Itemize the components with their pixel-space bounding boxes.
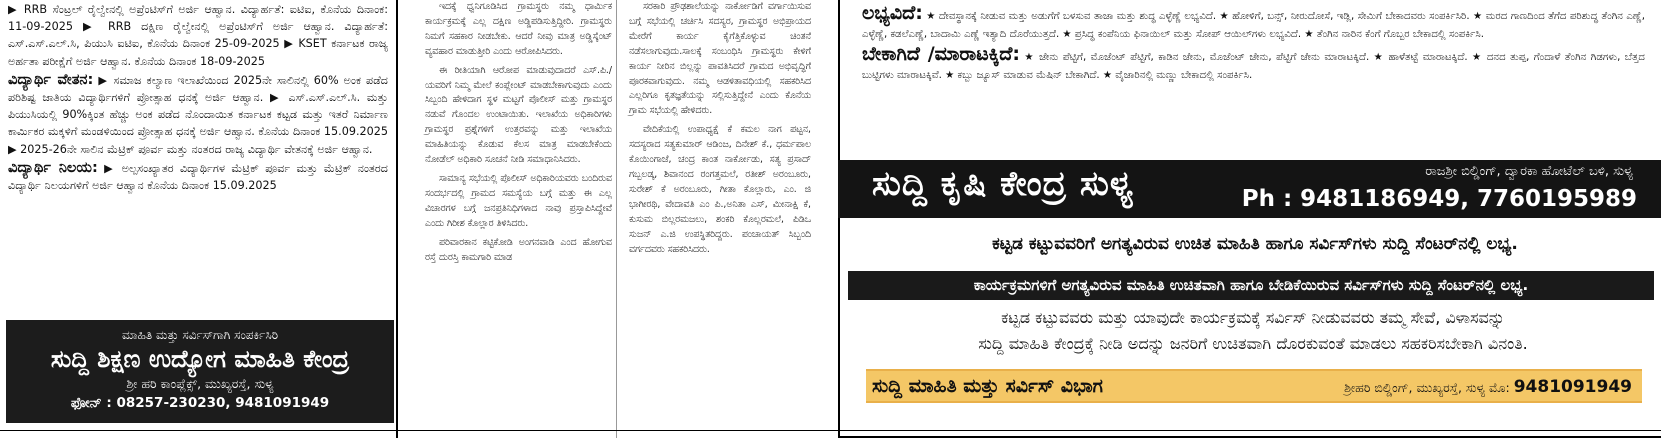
scholarship-heading: ವಿದ್ಯಾರ್ಥಿ ವೇತನ: bbox=[8, 70, 94, 88]
building-info-line: ಕಟ್ಟಡ ಕಟ್ಟುವವರಿಗೆ ಅಗತ್ಯವಿರುವ ಉಚಿತ ಮಾಹಿತಿ ಹಾಗೂ ಸರ್ವಿಸ್‌ಗಳು ಸುದ್ದಿ ಸೆಂಟರ್‌ನಲ್ಲಿ ಲಭ್ಯ. bbox=[992, 234, 1518, 254]
article-column-1 bbox=[421, 0, 617, 438]
banner-address: ರಾಜಶ್ರೀ ಬಿಲ್ಡಿಂಗ್, ದ್ವಾರಕಾ ಹೋಟೆಲ್ ಬಳಿ, ಸುಳ್ಯ bbox=[1425, 164, 1633, 179]
events-info-banner: ಕಾರ್ಯಕ್ರಮಗಳಿಗೆ ಅಗತ್ಯವಿರುವ ಮಾಹಿತಿ ಉಚಿತವಾಗಿ ಹಾಗೂ ಬೇಡಿಕೆಯಿರುವ ಸರ್ವಿಸ್‌ಗಳು ಸುದ್ದಿ ಸೆಂಟರ್‌ನಲ್ಲಿ ಲಭ್ಯ. bbox=[848, 271, 1654, 300]
ad-address: ಶ್ರೀ ಹರಿ ಕಾಂಪ್ಲೆಕ್ಸ್, ಮುಖ್ಯರಸ್ತೆ, ಸುಳ್ಯ bbox=[126, 376, 274, 391]
request-paragraph: ಕಟ್ಟಡ ಕಟ್ಟುವವರು ಮತ್ತು ಯಾವುದೇ ಕಾರ್ಯಕ್ರಮಕ್ಕೆ ಸರ್ವಿಸ್ ನೀಡುವವರು ತಮ್ಮ ಸೇವೆ, ವಿಳಾಸವನ್ನು ಸುದ್ದಿ ಮಾಹಿತಿ ಕೇಂದ್ರಕ್ಕೆ ನೀಡಿ ಅದನ್ನು ಜನರಿಗೆ ಉಚಿತವಾಗಿ ದೊರಕುವಂತೆ ಮಾಡಲು ಸಹಕರಿಸಬೇಕಾಗಿ ವಿನಂತಿ. bbox=[978, 308, 1528, 353]
job-notices: ▶ RRB ಸೆಂಟ್ರಲ್ ರೈಲ್ವೇನಲ್ಲಿ ಅಪ್ರೆಂಟಿಸ್‌ಗೆ ಅರ್ಜಿ ಆಹ್ವಾನ. ವಿದ್ಯಾರ್ಹತೆ: ಐಟಿಐ, ಕೊನೆಯ ದಿನಾಂಕ: 11-09-2025 ▶ RRB ದಕ್ಷಿಣ ರೈಲ್ವೇನಲ್ಲಿ ಅಪ್ರೆಂಟಿಸ್‌ಗೆ ಅರ್ಜಿ ಆಹ್ವಾನ. ವಿದ್ಯಾರ್ಹತೆ: ಎಸ್.ಎಸ್.ಎಲ್.ಸಿ, ಪಿಯುಸಿ ಐಟಿಐ, ಕೊನೆಯ ದಿನಾಂಕ 25-09-2025 ▶ KSET ಕರ್ನಾಟಕ ರಾಜ್ಯ ಅರ್ಹತಾ ಪರೀಕ್ಷೆಗೆ ಅರ್ಜಿ ಆಹ್ವಾನ. ಕೊನೆಯ ದಿನಾಂಕ 18-09-2025 bbox=[8, 3, 388, 68]
wanted-heading: ಬೇಕಾಗಿದೆ /ಮಾರಾಟಕ್ಕಿದೆ: bbox=[862, 43, 1020, 65]
krishi-kendra-banner bbox=[838, 160, 1661, 218]
banner-address: ಶ್ರೀಹರಿ ಬಿಲ್ಡಿಂಗ್, ಮುಖ್ಯರಸ್ತೆ, ಸುಳ್ಯ ಮೊ: 9481091949 bbox=[1344, 377, 1632, 397]
wanted-section: ಬೇಕಾಗಿದೆ /ಮಾರಾಟಕ್ಕಿದೆ: ★ ಜೇನು ಪೆಟ್ಟಿಗೆ, ಮೊಜೆಂಟ್ ಪೆಟ್ಟಿಗೆ, ಕಾಡಿನ ಜೇನು, ಮೊಜೆಂಟ್ ಜೇನು, ಪೆಟ್ಟಿಗೆ ಜೇನು ಮಾರಾಟಕ್ಕಿದೆ. ★ ಹಾಳೆತಟ್ಟೆ ಮಾರಾಟಕ್ಕಿದೆ. ★ ದನದ ತುಪ್ಪ, ಗೆಂದಾಳೆ ತೆಂಗಿನ ಗಿಡಗಳು, ಬೆತ್ತದ ಬುಟ್ಟಿಗಳು ಮಾರಾಟಕ್ಕಿವೆ. ★ ಕಬ್ಬು ಜ್ಯೂಸ್ ಮಾಡುವ ಮೆಷಿನ್ ಬೇಕಾಗಿದೆ. ★ ವೈಜಾರಿನಲ್ಲಿ ಮಣ್ಣು ಬೇಕಾದಲ್ಲಿ ಸಂಪರ್ಕಿಸಿ. bbox=[862, 43, 1645, 81]
article-paragraph: ಈ ರೀತಿಯಾಗಿ ಆರೋಪ ಮಾಡುವುದಾದರೆ ಎಸ್.ಪಿ./ಯವರಿಗೆ ನಿಮ್ಮ ಮೇಲೆ ಕಂಪ್ಲೇಂಟ್ ಮಾಡಬೇಕಾಗುವುದು ಎಂದು ಸಿಬ್ಬಂದಿ ಹೇಳಿದಾಗ ಸ್ಥಳ ಮಟ್ಟಗೆ ಪೊಲೀಸ್ ಮತ್ತು ಗ್ರಾಮಸ್ಥರ ನಡುವೆ ಗೊಂದಲ ಉಂಟಾಯಿತು. ಇಲಾಖೆಯ ಅಧಿಕಾರಿಗಳು ಗ್ರಾಮಸ್ಥರ ಪ್ರಶ್ನೆಗಳಿಗೆ ಉತ್ತರವನ್ನು ಮತ್ತು ಇಲಾಖೆಯ ಮಾಹಿತಿಯನ್ನು ಕೊಡುವ ಕೆಲಸ ಮಾತ್ರ ಮಾಡಬೇಕೆಂದು ನೋಡೆಲ್ ಅಧಿಕಾರಿ ಸೂಚನೆ ನೀಡಿ ಸಮಾಧಾನಿಸಿದರು. bbox=[425, 64, 612, 166]
banner-phone: 9481091949 bbox=[1513, 377, 1632, 397]
service-division-banner bbox=[866, 369, 1642, 403]
education-info-ad bbox=[6, 320, 394, 423]
available-heading: ಲಭ್ಯವಿದೆ: bbox=[862, 2, 923, 24]
scholarship-notices: ವಿದ್ಯಾರ್ಥಿ ವೇತನ: ▶ ಸಮಾಜ ಕಲ್ಯಾಣ ಇಲಾಖೆಯಿಂದ 2025ನೇ ಸಾಲಿನಲ್ಲಿ 60% ಅಂಕ ಪಡೆದ ಪರಿಶಿಷ್ಟ ಜಾತಿಯ ವಿದ್ಯಾರ್ಥಿಗಳಿಗೆ ಪ್ರೋತ್ಸಾಹ ಧನಕ್ಕೆ ಅರ್ಜಿ ಆಹ್ವಾನ. ▶ ಎಸ್.ಎಸ್.ಎಲ್.ಸಿ. ಮತ್ತು ಪಿಯುಸಿಯಲ್ಲಿ 90%ಕ್ಕಿಂತ ಹೆಚ್ಚು ಅಂಕ ಪಡೆದ ನೊಂದಾಯಿತ ಕರ್ನಾಟಕ ಕಟ್ಟಡ ಮತ್ತು ಇತರೆ ನಿರ್ಮಾಣ ಕಾರ್ಮಿಕರ ಮಕ್ಕಳಿಗೆ ಮಂಡಳಿಯಿಂದ ಪ್ರೋತ್ಸಾಹ ಧನಕ್ಕೆ ಅರ್ಜಿ ಆಹ್ವಾನ. ಕೊನೆಯ ದಿನಾಂಕ 15.09.2025 ▶ 2025-26ನೇ ಸಾಲಿನ ಮೆಟ್ರಿಕ್ ಪೂರ್ವ ಮತ್ತು ನಂತರದ ರಾಜ್ಯ ವಿದ್ಯಾರ್ಥಿ ವೇತನಕ್ಕೆ ಅರ್ಜಿ ಆಹ್ವಾನ. bbox=[8, 70, 388, 156]
article-paragraph: ಸಾಮಾನ್ಯ ಸಭೆಯಲ್ಲಿ ಪೊಲೀಸ್ ಅಧಿಕಾರಿಯವರು ಬಂದಿರುವ ಸಂದರ್ಭದಲ್ಲಿ ಗ್ರಾಮದ ಸಮಸ್ಯೆಯ ಬಗ್ಗೆ ಮತ್ತು ಈ ಎಲ್ಲ ವಿಚಾರಗಳ ಬಗ್ಗೆ ಜನಪ್ರತಿನಿಧಿಗಳಾದ ನಾವು ಪ್ರಸ್ತಾಪಿಸಿದ್ದೇವೆ ಎಂದು ಗಿರೀಶ ಕೊಲ್ಲಾರ ತಿಳಿಸಿದರು. bbox=[425, 172, 612, 229]
notices-column bbox=[0, 0, 398, 438]
article-paragraph: ವೇದಿಕೆಯಲ್ಲಿ ಉಪಾಧ್ಯಕ್ಷೆ ಕೆ ಕಮಲ ನಾಗ ಪಟ್ಟನ, ಸದಸ್ಯರಾದ ಸತ್ಯಕುಮಾರ್ ಆಡಿಂಜ, ದಿನೇಶ್ ಕೆ., ಧರ್ಮಪಾಲ ಕೊಯಿಂಗಾಜೆ, ಚಂದ್ರ ಕಾಂತ ನಾರ್ಕೋಡು, ಸತ್ಯ ಪ್ರಸಾದ್ ಗಬ್ಬಲಡ್ಕ, ಶಿವಾನಂದ ರಂಗತ್ತಮಲೆ, ರತೀಶ್ ಅರಂಬೂರು, ಸುರೇಶ್ ಕೆ ಅರಂಬೂರು, ಗೀತಾ ಕೊಲ್ಲಾರು, ಎಂ. ಜಿ ಭಾಗೀರಥಿ, ವೇದಾವತಿ ಎಂ ಪಿ.,ಅನಿತಾ ಎಸ್, ಮೀನಾಕ್ಷಿ ಕೆ, ಕುಸುಮ ಬಿಲ್ಲರಮಜಲು, ಶಂಕರಿ ಕೊಲ್ಲರಮಲೆ, ಪಿಡಿಒ ಸುಜನ್ ಎ.ಜಿ ಉಪಸ್ಥಿತರಿದ್ದರು. ಪಂಚಾಯತ್ ಸಿಬ್ಬಂದಿ ವರ್ಗದವರು ಸಹಕರಿಸಿದರು. bbox=[629, 124, 811, 255]
banner-title: ಸುದ್ದಿ ಮಾಹಿತಿ ಮತ್ತು ಸರ್ವಿಸ್ ವಿಭಾಗ bbox=[872, 375, 1103, 397]
available-section: ಲಭ್ಯವಿದೆ: ★ ದೇವಸ್ಥಾನಕ್ಕೆ ನೀಡುವ ಮತ್ತು ಅಡುಗೆಗೆ ಬಳಸುವ ತಾಜಾ ಮತ್ತು ಶುದ್ಧ ಎಳ್ಳೆಣ್ಣೆ ಲಭ್ಯವಿದೆ. ★ ಹೋಳಿಗೆ, ಬನ್ಸ್, ನೀರುದೋಸೆ, ಇಡ್ಲಿ, ಸೇಮಿಗೆ ಬೇಕಾದವರು ಸಂಪರ್ಕಿಸಿರಿ. ★ ಮರದ ಗಾಣದಿಂದ ತೆಗೆದ ಪರಿಶುದ್ಧ ತೆಂಗಿನ ಎಣ್ಣೆ, ಎಳ್ಳೆಣ್ಣೆ, ಕಡಲೆಎಣ್ಣೆ, ಬಾದಾಮಿ ಎಣ್ಣೆ ಇತ್ಯಾದಿ ದೊರೆಯುತ್ತದೆ. ★ ಪ್ರಸಿದ್ಧ ಕಂಪೆನಿಯ ಫಿನಾಯಿಲ್ ಮತ್ತು ಸೋಪ್ ಆಯಿಲ್‌ಗಳು ಲಭ್ಯವಿದೆ. ★ ತೆಂಗಿನ ನಾರಿನ ಕೆಂಗೆ ಗೊಬ್ಬರ ಬೇಕಾದಲ್ಲಿ ಸಂಪರ್ಕಿಸಿ. bbox=[862, 2, 1645, 40]
ad-title: ಸುದ್ದಿ ಶಿಕ್ಷಣ ಉದ್ಯೋಗ ಮಾಹಿತಿ ಕೇಂದ್ರ bbox=[50, 345, 350, 373]
article-paragraph: ಸರಕಾರಿ ಪ್ರೌಢಶಾಲೆಯನ್ನು ನಾರ್ಕೋಡಿಗೆ ವರ್ಗಾಯಿಸುವ ಬಗ್ಗೆ ಸಭೆಯಲ್ಲಿ ಚರ್ಚಿಸಿ ಸದಸ್ಯರ, ಗ್ರಾಮಸ್ಥರ ಅಭಿಪ್ರಾಯದ ಮೇರೆಗೆ ಕಾರ್ಯ ಕೈಗೆತ್ತಿಕೊಳ್ಳುವ ಚಿಂತನೆ ನಡೆಸಲಾಗುವುದು.ಸಾಲಕ್ಕೆ ಸಂಬಂಧಿಸಿ ಗ್ರಾಮಸ್ಥರು ಕೇಳಿಗೆ ಕಾರ್ಯ ನೀರಿನ ಬಿಲ್ಲನ್ನು ಪಾವತಿಸಿದರೆ ಗ್ರಾಮದ ಅಭಿವೃದ್ಧಿಗೆ ಪೂರಕವಾಗುವುದು. ನಮ್ಮ ಆಡಳಿತಾವಧಿಯಲ್ಲಿ ಸಹಕರಿಸಿದ ಎಲ್ಲರಿಗೂ ಕೃತಜ್ಞತೆಯನ್ನು ಸಲ್ಲಿಸುತ್ತಿದ್ದೇನೆ ಎಂದು ಕೊನೆಯ ಗ್ರಾಮ ಸಭೆಯಲ್ಲಿ ಹೇಳಿದರು. bbox=[629, 1, 811, 117]
article-paragraph: ಇದಕ್ಕೆ ಧ್ವನಿಗೂಡಿಸಿದ ಗ್ರಾಮಸ್ಥರು ನಮ್ಮ ಧಾರ್ಮಿಕ ಕಾರ್ಯಕ್ರಮಕ್ಕೆ ಎಲ್ಲ ದಕ್ಷಿಣ ಅಡ್ಡಿಪಡಿಸುತ್ತಿದ್ದೀರಿ. ಗ್ರಾಮಸ್ಥರು ನಿಮಗೆ ಸಹಕಾರ ನೀಡಬೇಕು. ಆದರೆ ನೀವು ಮಾತ್ರ ಅಡ್ಡಿಸ್ಕೆಂಟ್ ವ್ಯವಹಾರ ಮಾಡುತ್ತೀರಿ ಎಂದು ಆರೋಪಿಸಿದರು. bbox=[425, 1, 612, 57]
banner-title: ಸುದ್ದಿ ಕೃಷಿ ಕೇಂದ್ರ ಸುಳ್ಯ bbox=[872, 164, 1135, 204]
hostel-notices: ವಿದ್ಯಾರ್ಥಿ ನಿಲಯ: ▶ ಅಲ್ಪಸಂಖ್ಯಾತರ ವಿದ್ಯಾರ್ಥಿಗಳ ಮೆಟ್ರಿಕ್ ಪೂರ್ವ ಮತ್ತು ಮೆಟ್ರಿಕ್ ನಂತರದ ವಿದ್ಯಾರ್ಥಿ ನಿಲಯಗಳಿಗೆ ಅರ್ಜಿ ಆಹ್ವಾನ ಕೊನೆಯ ದಿನಾಂಕ 15.09.2025 bbox=[8, 158, 388, 193]
banner-phone: Ph : 9481186949, 7760195989 bbox=[1241, 186, 1637, 212]
page-bottom-rule bbox=[0, 430, 1661, 431]
hostel-heading: ವಿದ್ಯಾರ್ಥಿ ನಿಲಯ: bbox=[8, 158, 98, 176]
ad-tagline: ಮಾಹಿತಿ ಮತ್ತು ಸರ್ವಿಸ್‌ಗಾಗಿ ಸಂಪರ್ಕಿಸಿರಿ bbox=[121, 328, 279, 342]
ad-phone: ಫೋನ್ : 08257-230230, 9481091949 bbox=[70, 395, 330, 411]
article-paragraph: ಪರಿವಾರಕಾನ ಕಟ್ಟಿಕೋಡಿ ಅಂಗನವಾಡಿ ಎಂದ ಹೋಗುವ ರಸ್ತೆ ದುರಸ್ತಿ ಕಾಮಗಾರಿ ಮಾಡ bbox=[425, 236, 612, 263]
article-column-2 bbox=[625, 0, 815, 438]
